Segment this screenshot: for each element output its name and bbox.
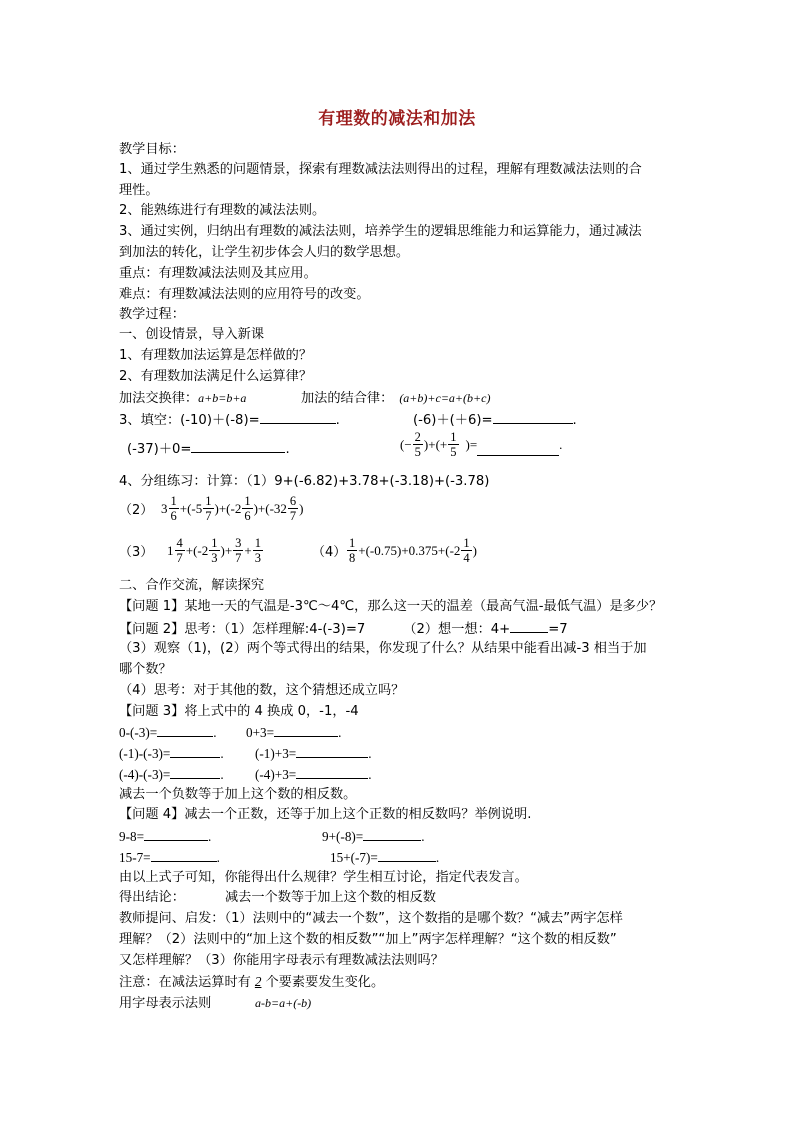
answer-blank <box>260 411 336 424</box>
answer-blank <box>170 745 220 758</box>
fraction: $\frac{1}{7}$ <box>205 494 212 523</box>
answer-blank <box>493 411 573 424</box>
fraction: $\frac{1}{3}$ <box>211 536 218 565</box>
fill-in-c-text: (-37)＋0= <box>127 442 192 457</box>
eq-row-4b: 9+(-8)= . <box>322 829 425 844</box>
conclusion <box>119 890 436 906</box>
problem-4: 【问题 4】减去一个正数，还等于加上这个正数的相反数吗？举例说明. <box>119 807 532 822</box>
fill-in-b <box>413 411 577 429</box>
negative-rule: 减去一个负数等于加上这个数的相反数。 <box>119 787 357 802</box>
teacher-prompt-c: 又怎样理解？（3）你能用字母表示有理数减法法则吗？ <box>119 953 444 968</box>
eq-row-3: (-4)-(-3)= . <box>119 767 224 782</box>
associative-law <box>301 390 490 407</box>
eq-row-1b: 0+3= . <box>246 725 342 740</box>
conclusion-label: 得出结论： <box>119 890 185 905</box>
page-title: 有理数的减法和加法 <box>318 109 476 129</box>
practice-3-label: （3） <box>119 545 154 560</box>
problem-2: 【问题 2】思考：（1）怎样理解:4-(-3)=7 （2）想一想：4+ =7 <box>119 622 568 637</box>
question-1: 1、有理数加法运算是怎样做的？ <box>119 348 313 363</box>
answer-blank <box>296 766 368 779</box>
fill-in-a-text: 3、填空：(-10)＋(-8)= <box>119 413 260 428</box>
observe-line-b: 哪个数？ <box>119 662 172 677</box>
practice-2: （2） 3 $\frac{1}{6}$ +(- 5 $\frac{1}{7}$ )+(- 2 $\frac{1}{6}$ )+(- 32 $\frac{6}{7}$ ) <box>119 494 304 523</box>
period: . <box>335 413 340 428</box>
associative-formula: (a+b)+c=a+(b+c) <box>399 391 491 405</box>
key-point: 重点：有理数减法法则及其应用。 <box>119 266 317 281</box>
commutative-law <box>119 390 246 407</box>
goal-1-line-b: 理性。 <box>119 183 159 198</box>
answer-blank <box>363 828 421 841</box>
answer-blank <box>510 620 548 633</box>
answer-blank <box>157 724 213 737</box>
fraction: $\frac{1}{3}$ <box>254 536 262 565</box>
associative-label: 加法的结合律： <box>301 391 394 406</box>
practice-3-and-4: （3） 1 $\frac{4}{7}$ +(- 2 $\frac{1}{3}$ )+ $\frac{3}{7}$ + $\frac{1}{3}$ （4） $\frac{1}{8}$ +(-0.75)+0.375+(-2 $\frac{1}{4}$ ) <box>119 536 477 565</box>
fraction: $\frac{1}{4}$ <box>463 536 470 565</box>
goal-3-line-a: 3、通过实例，归纳出有理数的减法法则，培养学生的逻辑思维能力和运算能力，通过减法 <box>119 224 642 239</box>
fraction: $\frac{3}{7}$ <box>235 536 242 565</box>
letter-rule-label: 用字母表示法则 <box>119 996 212 1011</box>
eq-row-5: 15-7= . <box>119 850 220 865</box>
answer-blank <box>477 443 559 456</box>
fraction: $\frac{6}{7}$ <box>289 494 297 523</box>
problem-3: 【问题 3】将上式中的 4 换成 0，-1，-4 <box>119 704 359 719</box>
fraction: $\frac{2}{5}$ <box>414 430 421 459</box>
answer-blank <box>170 766 220 779</box>
answer-blank <box>191 440 285 453</box>
period: . <box>572 413 577 428</box>
fraction: $\frac{1}{6}$ <box>244 494 251 523</box>
note-number: 2 <box>254 974 262 989</box>
eq-row-2: (-1)-(-3)= . <box>119 746 224 761</box>
eq-row-2b: (-1)+3= . <box>255 746 372 761</box>
commutative-label: 加法交换律： <box>119 391 199 406</box>
eq-row-5b: 15+(-7)= . <box>330 850 440 865</box>
answer-blank <box>378 849 436 862</box>
fill-in-b-text: (-6)＋(＋6)= <box>413 413 493 428</box>
teacher-prompt-a: 教师提问、启发：（1）法则中的“减去一个数”，这个数指的是哪个数？“减去”两字怎样 <box>119 911 623 926</box>
letter-rule-formula: a-b=a+(-b) <box>255 996 312 1010</box>
practice-4-label: （4） <box>312 545 347 560</box>
answer-blank <box>151 849 217 862</box>
difficulty: 难点：有理数减法法则的应用符号的改变。 <box>119 287 370 302</box>
goal-3-line-b: 到加法的转化，让学生初步体会人归的数学思想。 <box>119 245 410 260</box>
goals-label: 教学目标： <box>119 142 185 157</box>
fraction: $\frac{1}{5}$ <box>450 430 457 459</box>
practice-2-label: （2） <box>119 503 154 518</box>
section-2-heading: 二、合作交流，解读探究 <box>119 578 265 593</box>
fraction: $\frac{1}{6}$ <box>170 494 177 523</box>
conclusion-text: 减去一个数等于加上这个数的相反数 <box>225 890 436 905</box>
period: . <box>285 442 290 457</box>
fraction: $\frac{1}{8}$ <box>349 536 356 565</box>
fill-in-c <box>127 440 290 458</box>
question-2: 2、有理数加法满足什么运算律？ <box>119 369 313 384</box>
fill-in-a <box>119 411 340 429</box>
answer-blank <box>274 724 338 737</box>
process-label: 教学过程： <box>119 307 185 322</box>
group-practice: 4、分组练习：计算：（1）9+(-6.82)+3.78+(-3.18)+(-3.78) <box>119 474 490 489</box>
note: 注意：在减法运算时有 2 个要素要发生变化。 <box>119 974 385 990</box>
problem-1: 【问题 1】某地一天的气温是-3℃～4℃，那么这一天的温差（最高气温-最低气温）是多少？ <box>119 599 663 614</box>
answer-blank <box>296 745 368 758</box>
letter-rule <box>119 995 311 1012</box>
eq-row-3b: (-4)+3= . <box>255 767 372 782</box>
eq-row-1: 0-(-3)= . <box>119 725 217 740</box>
commutative-formula: a+b=b+a <box>198 391 247 405</box>
teacher-prompt-b: 理解？（2）法则中的“加上这个数的相反数”“加上”两字怎样理解？“这个数的相反数” <box>119 932 617 947</box>
discussion: 由以上式子可知，你能得出什么规律？学生相互讨论，指定代表发言。 <box>119 870 528 885</box>
think-4: （4）思考：对于其他的数，这个猜想还成立吗？ <box>119 683 405 698</box>
observe-line-a: （3）观察（1)，(2）两个等式得出的结果，你发现了什么？从结果中能看出减-3 相当于加 <box>119 641 647 656</box>
goal-2: 2、能熟练进行有理数的减法法则。 <box>119 203 326 218</box>
section-1-heading: 一、创设情景，导入新课 <box>119 327 265 342</box>
fill-in-d: (− $\frac{2}{5}$ )+(+ $\frac{1}{5}$ )= . <box>400 430 563 459</box>
goal-1-line-a: 1、通过学生熟悉的问题情景，探索有理数减法法则得出的过程，理解有理数减法法则的合 <box>119 162 642 177</box>
eq-row-4: 9-8= . <box>119 829 212 844</box>
answer-blank <box>144 828 208 841</box>
fraction: $\frac{4}{7}$ <box>176 536 183 565</box>
